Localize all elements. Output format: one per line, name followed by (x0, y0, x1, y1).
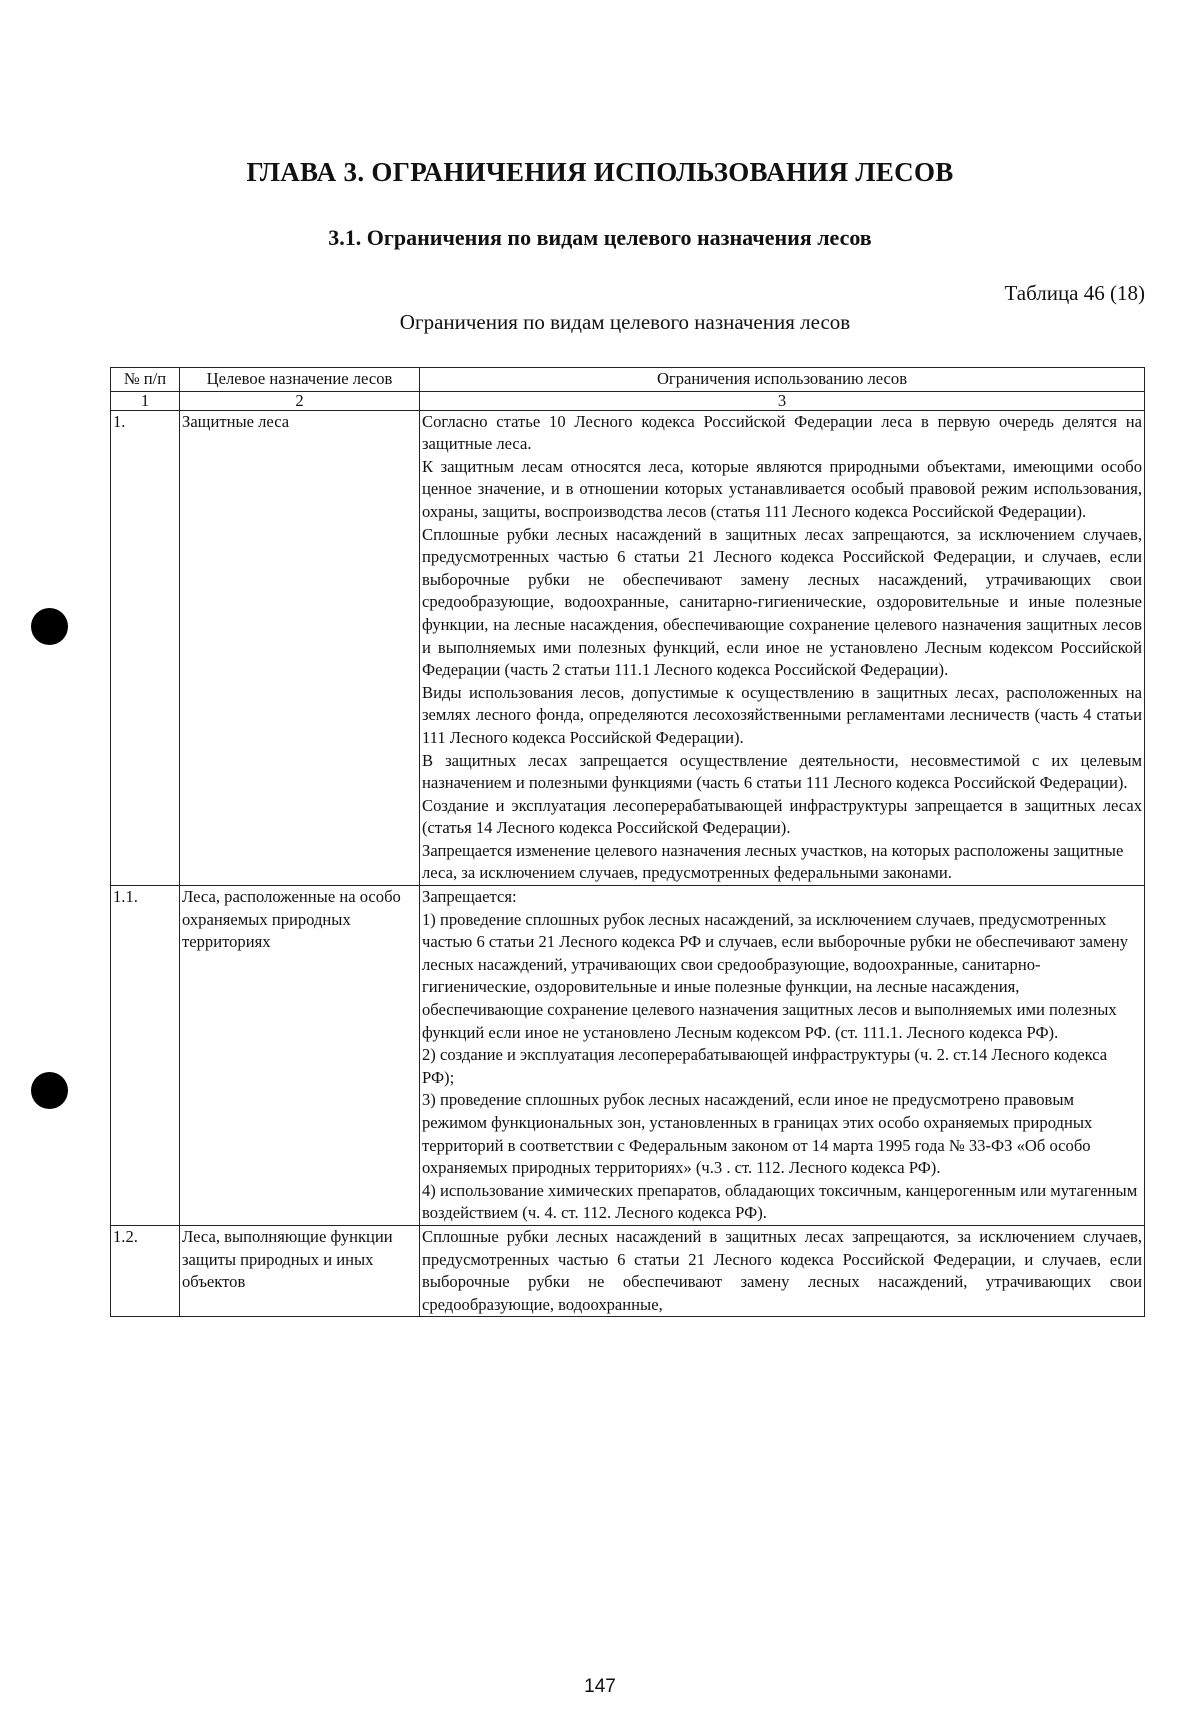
table-row (111, 886, 1145, 1226)
table-row (111, 1225, 1145, 1316)
restriction-paragraph: В защитных лесах запрещается осуществление деятельности, несовместимой с их целевым назначением и полезными функциями (часть 6 статьи 111 Лесного кодекса Российской Федерации). (422, 750, 1142, 793)
restriction-paragraph: К защитным лесам относятся леса, которые являются природными объектами, имеющими особо ценное значение, и в отношении которых устанавливается особый правовой режим использования, охраны, защиты, воспроизводства лесов (статья 111 Лесного кодекса Российской Федерации). (422, 456, 1142, 521)
row-restrictions (420, 886, 1145, 1226)
row-purpose: Леса, выполняющие функции защиты природных и иных объектов (180, 1225, 420, 1316)
table-row (111, 410, 1145, 885)
section-title: 3.1. Ограничения по видам целевого назначения лесов (328, 225, 872, 250)
row-restrictions (420, 1225, 1145, 1316)
table-number: Таблица 46 (18) (1004, 281, 1145, 305)
row-restrictions (420, 410, 1145, 885)
restriction-paragraph: 4) использование химических препаратов, обладающих токсичным, канцерогенным или мутагенным воздействием (ч. 4. ст. 112. Лесного кодекса РФ). (422, 1180, 1138, 1223)
restriction-paragraph: Виды использования лесов, допустимые к осуществлению в защитных лесах, расположенных на землях лесного фонда, определяются лесохозяйственными регламентами лесничеств (часть 4 статьи 111 Лесного кодекса Российской Федерации). (422, 682, 1142, 747)
restriction-paragraph: Создание и эксплуатация лесоперерабатывающей инфраструктуры запрещается в защитных лесах (статья 14 Лесного кодекса Российской Федерации). (422, 795, 1142, 838)
table-header-row (111, 368, 1145, 392)
restriction-paragraph: Согласно статье 10 Лесного кодекса Российской Федерации леса в первую очередь делятся на защитные леса. (422, 411, 1142, 454)
header-purpose: Целевое назначение лесов (180, 368, 420, 392)
header-restrictions: Ограничения использованию лесов (420, 368, 1145, 392)
binder-hole-bottom (31, 1072, 68, 1109)
restriction-paragraph: Сплошные рубки лесных насаждений в защитных лесах запрещаются, за исключением случаев, предусмотренных частью 6 статьи 21 Лесного кодекса Российской Федерации, и случаев, если выборочные рубки не обеспечивают замену лесных насаждений, утрачивающих свои средообразующие, водоохранные, (422, 1226, 1142, 1314)
row-purpose: Защитные леса (180, 410, 420, 885)
column-number: 3 (420, 391, 1145, 410)
chapter-title: ГЛАВА 3. ОГРАНИЧЕНИЯ ИСПОЛЬЗОВАНИЯ ЛЕСОВ (246, 157, 954, 187)
page-number: 147 (584, 1676, 616, 1697)
restriction-paragraph: 2) создание и эксплуатация лесоперерабатывающей инфраструктуры (ч. 2. ст.14 Лесного кодекса РФ); (422, 1045, 1108, 1087)
table-caption: Ограничения по видам целевого назначения лесов (399, 310, 851, 334)
row-number: 1.1. (111, 886, 180, 1226)
restriction-paragraph: 3) проведение сплошных рубок лесных насаждений, если иное не предусмотрено правовым режимом функциональных зон, установленных в границах этих особо охраняемых природных территорий в соответствии с Федеральным законом от 14 марта 1995 года № 33-ФЗ «Об особо охраняемых природных территориях» (ч.3 . ст. 112. Лесного кодекса РФ). (422, 1090, 1093, 1178)
restriction-paragraph: Запрещается изменение целевого назначения лесных участков, на которых расположены защитные леса, за исключением случаев, предусмотренных федеральными законами. (422, 840, 1124, 883)
column-number: 2 (180, 391, 420, 410)
column-number: 1 (111, 391, 180, 410)
binder-hole-top (31, 608, 68, 645)
row-number: 1.2. (111, 1225, 180, 1316)
column-number-row (111, 391, 1145, 410)
row-purpose: Леса, расположенные на особо охраняемых природных территориях (180, 886, 420, 1226)
restrictions-table (110, 367, 1145, 1317)
restriction-paragraph: Сплошные рубки лесных насаждений в защитных лесах запрещаются, за исключением случаев, предусмотренных частью 6 статьи 21 Лесного кодекса Российской Федерации, и случаев, если выборочные рубки не обеспечивают замену лесных насаждений, утрачивающих свои средообразующие, водоохранные, санитарно-гигиенические, оздоровительные и иные полезные функции, на лесные насаждения, обеспечивающие сохранение целевого назначения защитных лесов и выполняемых ими полезных функций, если иное не установлено Лесным кодексом Российской Федерации (часть 2 статьи 111.1 Лесного кодекса Российской Федерации). (422, 524, 1142, 680)
row-number: 1. (111, 410, 180, 885)
restriction-paragraph: 1) проведение сплошных рубок лесных насаждений, за исключением случаев, предусмотренных частью 6 статьи 21 Лесного кодекса РФ и случаев, если выборочные рубки не обеспечивают замену лесных насаждений, утрачивающих свои средообразующие, водоохранные, санитарно-гигиенические, оздоровительные и иные полезные функции, на лесные насаждения, обеспечивающие сохранение целевого назначения защитных лесов и выполняемых ими полезных функций если иное не установлено Лесным кодексом РФ. (ст. 111.1. Лесного кодекса РФ). (422, 909, 1129, 1042)
header-number: № п/п (111, 368, 180, 392)
restriction-paragraph: Запрещается: (422, 887, 517, 907)
